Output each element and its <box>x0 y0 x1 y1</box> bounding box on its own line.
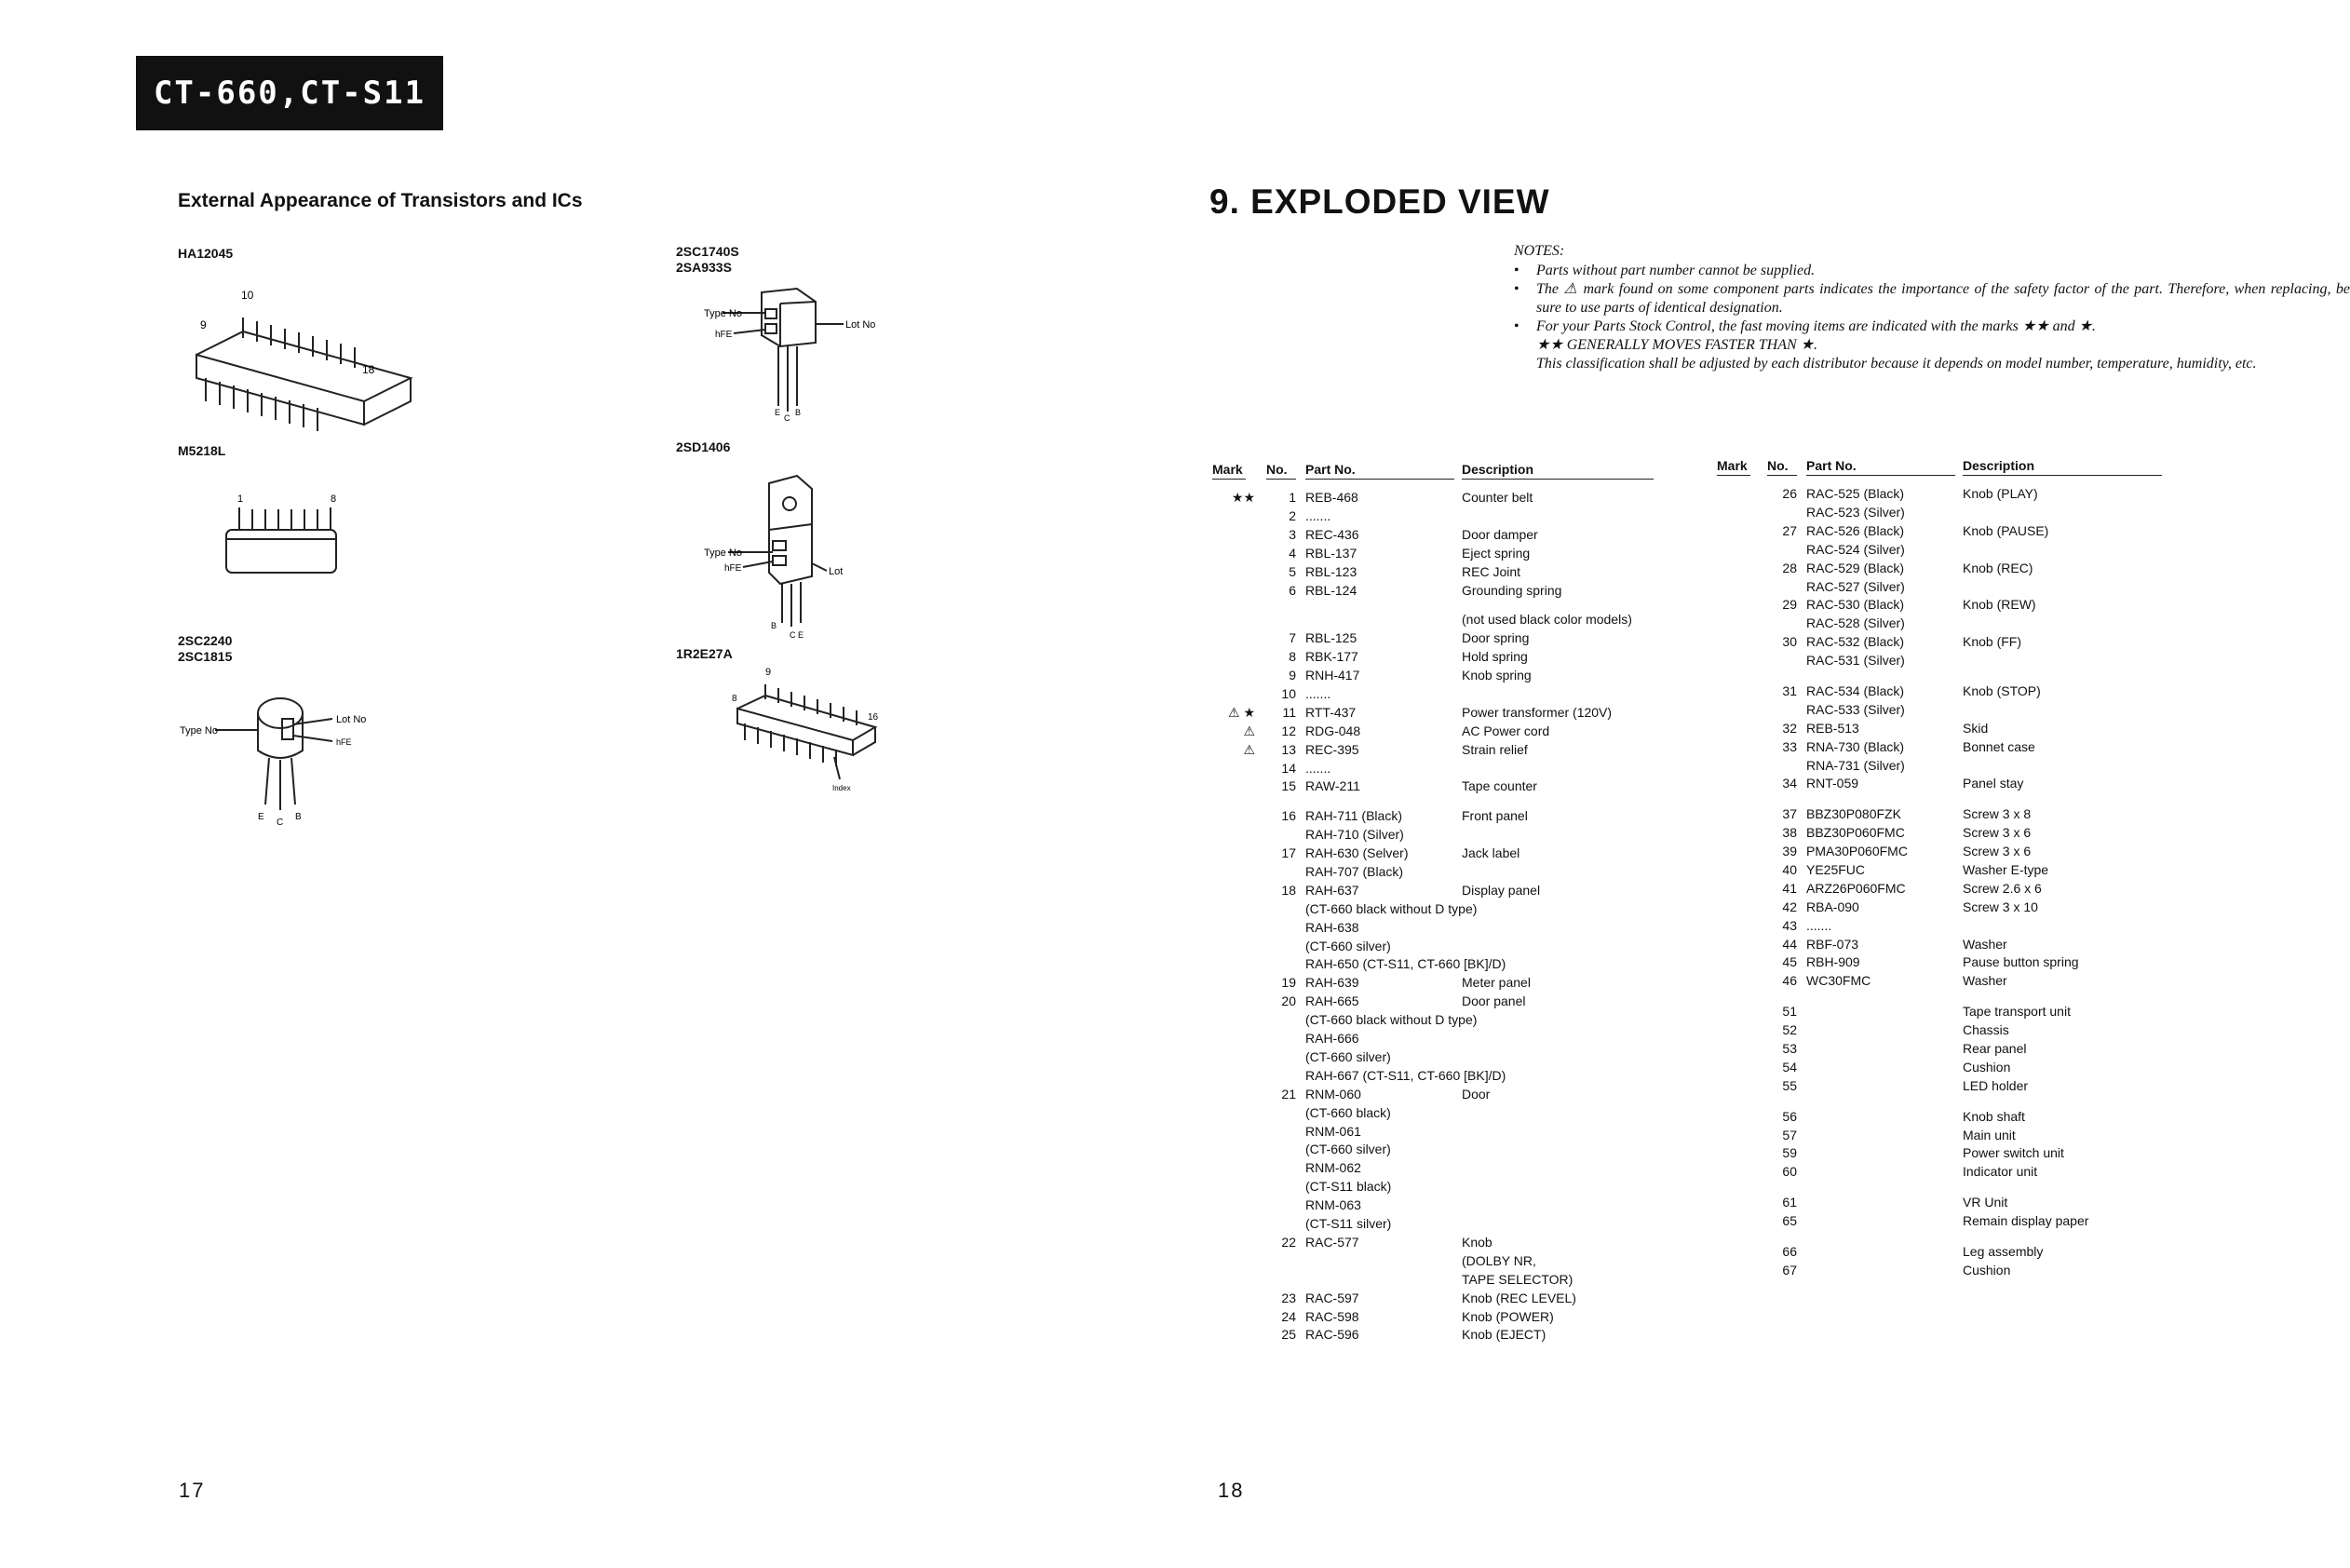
cell-part: (CT-S11 silver) <box>1305 1216 1392 1231</box>
cell-no: 30 <box>1782 634 1797 649</box>
cell-no: 51 <box>1782 1004 1797 1019</box>
left-page <box>0 0 1108 1568</box>
cell-desc: Knob <box>1462 1235 1492 1250</box>
cell-mark: ★★ <box>1231 490 1255 505</box>
cell-desc: Power switch unit <box>1963 1145 2064 1160</box>
cell-no: 46 <box>1782 973 1797 988</box>
table-row <box>1717 577 2201 596</box>
cell-desc: Knob (POWER) <box>1462 1309 1554 1324</box>
cell-part: RAH-711 (Black) <box>1305 808 1402 823</box>
note-extra: This classification shall be adjusted by each distributor because it depends on model number, temperature, humidity, etc. <box>1536 356 2257 372</box>
cell-part: RBL-125 <box>1305 630 1357 645</box>
cell-desc: Main unit <box>1963 1128 2016 1142</box>
cell-desc: Door spring <box>1462 630 1530 645</box>
cell-part: RAC-534 (Black) <box>1806 683 1905 698</box>
table-row <box>1717 484 2201 503</box>
pin-label: C E <box>790 630 804 640</box>
cell-desc: Knob (EJECT) <box>1462 1327 1546 1342</box>
cell-no: 6 <box>1289 583 1296 598</box>
table-row <box>1717 756 2201 775</box>
cell-no: 67 <box>1782 1263 1797 1277</box>
cell-no: 54 <box>1782 1060 1797 1075</box>
callout-label: Lot No <box>336 714 367 725</box>
cell-no: 60 <box>1782 1164 1797 1179</box>
component-label: 2SD1406 <box>676 439 731 454</box>
table-row <box>1717 651 2201 669</box>
cell-part: ARZ26P060FMC <box>1806 881 1906 896</box>
table-row <box>1212 1325 1845 1344</box>
cell-part: RTT-437 <box>1305 705 1357 720</box>
note-extra: ★★ GENERALLY MOVES FASTER THAN ★. <box>1536 337 1817 353</box>
cell-desc: Knob shaft <box>1963 1109 2025 1124</box>
cell-no: 21 <box>1281 1087 1296 1102</box>
cell-part: BBZ30P060FMC <box>1806 825 1905 840</box>
cell-no: 32 <box>1782 721 1797 736</box>
component-2sc1740s-2sa933s <box>676 244 899 425</box>
cell-desc: Washer <box>1963 973 2007 988</box>
cell-part: RAH-666 <box>1305 1031 1359 1046</box>
cell-no: 20 <box>1281 994 1296 1008</box>
cell-desc: Screw 3 x 10 <box>1963 899 2038 914</box>
callout-label: Type No <box>704 308 742 319</box>
cell-part: RBF-073 <box>1806 937 1859 952</box>
cell-no: 59 <box>1782 1145 1797 1160</box>
cell-no: 27 <box>1782 523 1797 538</box>
cell-desc: REC Joint <box>1462 564 1521 579</box>
cell-part: YE25FUC <box>1806 862 1866 877</box>
cell-desc: Washer <box>1963 937 2007 952</box>
table-row <box>1717 1126 2201 1144</box>
component-label: 2SC1740S 2SA933S <box>676 244 739 275</box>
pin-label: 9 <box>765 667 772 678</box>
cell-desc: Grounding spring <box>1462 583 1562 598</box>
component-label: HA12045 <box>178 246 234 261</box>
cell-part: (CT-660 black without D type) <box>1305 901 1478 916</box>
cell-no: 23 <box>1281 1291 1296 1305</box>
cell-part: RBL-124 <box>1305 583 1357 598</box>
cell-part: RNM-060 <box>1305 1087 1361 1102</box>
table-row <box>1717 559 2201 577</box>
pin-label: 8 <box>732 694 737 704</box>
col-header-no: No. <box>1767 458 1797 476</box>
table-row <box>1717 595 2201 614</box>
table-row <box>1717 1242 2201 1261</box>
cell-no: 33 <box>1782 739 1797 754</box>
cell-desc: Door damper <box>1462 527 1538 542</box>
cell-part: RAH-650 (CT-S11, CT-660 [BK]/D) <box>1305 956 1506 971</box>
pin-label: Index <box>832 784 851 792</box>
cell-part: RAH-710 (Silver) <box>1305 827 1404 842</box>
cell-part: RAC-530 (Black) <box>1806 597 1905 612</box>
cell-part: BBZ30P080FZK <box>1806 806 1901 821</box>
notes-heading: NOTES: <box>1514 243 1565 259</box>
cell-desc: Knob (REW) <box>1963 597 2036 612</box>
cell-part: ....... <box>1305 508 1331 523</box>
cell-part: ....... <box>1806 918 1832 933</box>
cell-no: 14 <box>1281 761 1296 776</box>
cell-desc: Knob (REC) <box>1963 561 2033 575</box>
cell-part: (CT-660 black) <box>1305 1105 1391 1120</box>
pin-label: 8 <box>331 493 337 505</box>
cell-no: 8 <box>1289 649 1296 664</box>
table-row <box>1717 953 2201 971</box>
page-number: 18 <box>1218 1479 1245 1502</box>
cell-no: 24 <box>1281 1309 1296 1324</box>
cell-no: 45 <box>1782 954 1797 969</box>
cell-desc: Cushion <box>1963 1060 2011 1075</box>
cell-mark: ⚠ ★ <box>1228 705 1255 720</box>
cell-desc: Bonnet case <box>1963 739 2035 754</box>
component-label: M5218L <box>178 443 226 458</box>
cell-part: (CT-660 black without D type) <box>1305 1012 1478 1027</box>
col-header-desc: Description <box>1963 458 2162 476</box>
cell-desc: Power transformer (120V) <box>1462 705 1613 720</box>
table-row <box>1717 737 2201 756</box>
cell-desc: (DOLBY NR, <box>1462 1253 1536 1268</box>
cell-desc: Front panel <box>1462 808 1528 823</box>
table-row <box>1717 1002 2201 1021</box>
callout-label: Lot No <box>845 319 876 331</box>
table-row <box>1717 1193 2201 1211</box>
pin-label: 9 <box>200 318 207 331</box>
cell-desc: Hold spring <box>1462 649 1528 664</box>
cell-part: REB-468 <box>1305 490 1358 505</box>
cell-mark: ⚠ <box>1243 742 1255 757</box>
cell-no: 10 <box>1281 686 1296 701</box>
pin-label: 10 <box>241 289 254 302</box>
table-row <box>1717 1021 2201 1039</box>
table-row <box>1717 1261 2201 1279</box>
cell-part: RAC-527 (Silver) <box>1806 579 1905 594</box>
table-row <box>1717 898 2201 916</box>
component-m5218l <box>178 443 364 589</box>
cell-part: RNM-062 <box>1305 1160 1361 1175</box>
notes-block <box>1514 242 2350 373</box>
callout-label: Type No <box>180 725 218 737</box>
col-header-mark: Mark <box>1212 462 1246 480</box>
cell-no: 44 <box>1782 937 1797 952</box>
table-row <box>1717 632 2201 651</box>
table-row <box>1717 521 2201 540</box>
table-row <box>1717 719 2201 737</box>
table-row <box>1212 1307 1845 1326</box>
cell-desc: LED holder <box>1963 1078 2029 1093</box>
table-row <box>1717 1039 2201 1058</box>
cell-no: 2 <box>1289 508 1296 523</box>
pin-label: E <box>775 408 781 417</box>
cell-part: RAH-638 <box>1305 920 1359 935</box>
cell-no: 18 <box>1281 883 1296 898</box>
cell-part: RAH-665 <box>1305 994 1359 1008</box>
cell-desc: Screw 2.6 x 6 <box>1963 881 2042 896</box>
cell-no: 56 <box>1782 1109 1797 1124</box>
note-item: • For your Parts Stock Control, the fast moving items are indicated with the marks ★★ and ★. <box>1514 318 2350 336</box>
cell-no: 3 <box>1289 527 1296 542</box>
table-row <box>1717 860 2201 879</box>
cell-no: 7 <box>1289 630 1296 645</box>
cell-part: RAH-707 (Black) <box>1305 864 1404 879</box>
cell-part: RNA-731 (Silver) <box>1806 758 1905 773</box>
col-header-no: No. <box>1266 462 1296 480</box>
cell-no: 9 <box>1289 668 1296 683</box>
cell-desc: Door <box>1462 1087 1491 1102</box>
cell-no: 52 <box>1782 1022 1797 1037</box>
pin-label: B <box>295 812 302 822</box>
pin-label: B <box>771 621 777 630</box>
callout-label: hFE <box>724 563 742 574</box>
cell-desc: Strain relief <box>1462 742 1528 757</box>
cell-desc: TAPE SELECTOR) <box>1462 1272 1573 1287</box>
cell-desc: Washer E-type <box>1963 862 2049 877</box>
table-row <box>1717 842 2201 860</box>
cell-part: RAH-637 <box>1305 883 1359 898</box>
cell-part: REB-513 <box>1806 721 1859 736</box>
cell-no: 39 <box>1782 844 1797 858</box>
cell-part: REC-395 <box>1305 742 1359 757</box>
cell-desc: Tape counter <box>1462 778 1537 793</box>
cell-desc: Remain display paper <box>1963 1213 2089 1228</box>
cell-no: 61 <box>1782 1195 1797 1210</box>
cell-no: 17 <box>1281 845 1296 860</box>
cell-part: ....... <box>1305 686 1331 701</box>
note-item: • Parts without part number cannot be supplied. <box>1514 262 2350 280</box>
cell-part: RAC-529 (Black) <box>1806 561 1905 575</box>
cell-part: RAC-532 (Black) <box>1806 634 1905 649</box>
cell-part: RAC-531 (Silver) <box>1806 653 1905 668</box>
cell-desc: Screw 3 x 6 <box>1963 844 2032 858</box>
cell-part: RAC-533 (Silver) <box>1806 702 1905 717</box>
cell-desc: Rear panel <box>1963 1041 2027 1056</box>
cell-no: 42 <box>1782 899 1797 914</box>
cell-part: RDG-048 <box>1305 723 1361 738</box>
cell-desc: Meter panel <box>1462 975 1531 990</box>
pin-label: 1 <box>237 493 244 505</box>
cell-no: 38 <box>1782 825 1797 840</box>
cell-no: 19 <box>1281 975 1296 990</box>
table-row <box>1717 700 2201 719</box>
table-row <box>1717 1162 2201 1181</box>
pin-label: E <box>258 812 264 822</box>
callout-label: Type No <box>704 547 742 559</box>
cell-part: RNM-063 <box>1305 1197 1361 1212</box>
cell-part: RAH-630 (Selver) <box>1305 845 1409 860</box>
cell-desc: Display panel <box>1462 883 1541 898</box>
cell-no: 22 <box>1281 1235 1296 1250</box>
cell-part: (CT-660 silver) <box>1305 1049 1391 1064</box>
cell-part: (CT-S11 black) <box>1305 1179 1392 1194</box>
cell-no: 5 <box>1289 564 1296 579</box>
component-label: 1R2E27A <box>676 646 733 661</box>
cell-desc: Knob (REC LEVEL) <box>1462 1291 1576 1305</box>
cell-desc: Knob (STOP) <box>1963 683 2041 698</box>
page-title: 9. EXPLODED VIEW <box>1209 182 1550 221</box>
cell-no: 1 <box>1289 490 1296 505</box>
cell-part: RNH-417 <box>1305 668 1360 683</box>
table-row <box>1717 1211 2201 1230</box>
cell-part: RNT-059 <box>1806 776 1859 791</box>
col-header-desc: Description <box>1462 462 1654 480</box>
cell-part: RBL-137 <box>1305 546 1357 561</box>
cell-part: RAC-523 (Silver) <box>1806 505 1905 520</box>
cell-no: 16 <box>1281 808 1296 823</box>
table-row <box>1717 503 2201 521</box>
cell-desc: Chassis <box>1963 1022 2009 1037</box>
cell-desc: Eject spring <box>1462 546 1531 561</box>
cell-desc: Jack label <box>1462 845 1520 860</box>
cell-desc: (not used black color models) <box>1462 612 1632 627</box>
cell-part: RAC-525 (Black) <box>1806 486 1905 501</box>
cell-part: RAC-524 (Silver) <box>1806 542 1905 557</box>
cell-no: 31 <box>1782 683 1797 698</box>
callout-label: hFE <box>336 737 352 747</box>
cell-desc: Leg assembly <box>1963 1244 2044 1259</box>
page-number: 17 <box>179 1479 206 1502</box>
cell-no: 15 <box>1281 778 1296 793</box>
component-2sd1406 <box>676 439 899 642</box>
pin-label: 18 <box>362 363 375 376</box>
table-row <box>1717 614 2201 632</box>
cell-part: RAH-667 (CT-S11, CT-660 [BK]/D) <box>1305 1068 1506 1083</box>
cell-desc: Pause button spring <box>1963 954 2079 969</box>
cell-no: 12 <box>1281 723 1296 738</box>
col-header-part: Part No. <box>1305 462 1454 480</box>
cell-part: RAC-526 (Black) <box>1806 523 1905 538</box>
cell-desc: Knob (PAUSE) <box>1963 523 2049 538</box>
ic-sip-diagram <box>178 459 364 589</box>
cell-desc: VR Unit <box>1963 1195 2008 1210</box>
right-page <box>1108 0 2350 1568</box>
cell-desc: Skid <box>1963 721 1989 736</box>
cell-part: RAH-639 <box>1305 975 1359 990</box>
pin-label: B <box>795 408 802 417</box>
cell-part: REC-436 <box>1305 527 1359 542</box>
cell-no: 41 <box>1782 881 1797 896</box>
component-2sc2240-2sc1815 <box>178 633 401 832</box>
table-row <box>1717 1107 2201 1126</box>
parts-table-right <box>1717 458 2201 1296</box>
callout-label: hFE <box>715 330 733 340</box>
cell-part: RNA-730 (Black) <box>1806 739 1905 754</box>
cell-desc: Indicator unit <box>1963 1164 2038 1179</box>
cell-part: RBL-123 <box>1305 564 1357 579</box>
cell-no: 34 <box>1782 776 1797 791</box>
transistor-to220-diagram <box>676 455 899 642</box>
cell-no: 55 <box>1782 1078 1797 1093</box>
transistor-flat-diagram <box>676 276 899 425</box>
cell-part: RBK-177 <box>1305 649 1358 664</box>
cell-part: RBH-909 <box>1806 954 1860 969</box>
cell-no: 66 <box>1782 1244 1797 1259</box>
cell-part: ....... <box>1305 761 1331 776</box>
col-header-part: Part No. <box>1806 458 1955 476</box>
cell-desc: Knob (PLAY) <box>1963 486 2038 501</box>
ic-dip-diagram <box>178 262 420 457</box>
pin-label: C <box>277 818 284 828</box>
cell-part: RBA-090 <box>1806 899 1859 914</box>
cell-part: RAC-596 <box>1305 1327 1359 1342</box>
component-label: 2SC2240 2SC1815 <box>178 633 233 664</box>
cell-desc: Screw 3 x 8 <box>1963 806 2032 821</box>
cell-part: RNM-061 <box>1305 1124 1361 1139</box>
pin-label: 16 <box>868 712 879 723</box>
cell-desc: Panel stay <box>1963 776 2024 791</box>
cell-desc: AC Power cord <box>1462 723 1550 738</box>
ic-dip-small-diagram <box>676 662 899 802</box>
transistor-to92-diagram <box>178 665 401 832</box>
component-ha12045 <box>178 246 420 457</box>
cell-part: RAC-528 (Silver) <box>1806 615 1905 630</box>
table-row <box>1717 879 2201 898</box>
cell-part: RAW-211 <box>1305 778 1360 793</box>
table-row <box>1717 971 2201 990</box>
cell-desc: Screw 3 x 6 <box>1963 825 2032 840</box>
table-row <box>1717 682 2201 700</box>
cell-no: 37 <box>1782 806 1797 821</box>
cell-no: 57 <box>1782 1128 1797 1142</box>
cell-part: RAC-577 <box>1305 1235 1359 1250</box>
cell-desc: Knob spring <box>1462 668 1532 683</box>
cell-desc: Cushion <box>1963 1263 2011 1277</box>
callout-label: Lot <box>829 566 844 577</box>
section-title: External Appearance of Transistors and ICs <box>178 190 583 211</box>
cell-no: 11 <box>1282 705 1296 720</box>
cell-no: 28 <box>1782 561 1797 575</box>
cell-no: 40 <box>1782 862 1797 877</box>
model-banner: CT-660,CT-S11 <box>136 56 443 130</box>
component-1r2e27a <box>676 646 899 802</box>
table-row <box>1717 774 2201 792</box>
cell-no: 26 <box>1782 486 1797 501</box>
cell-desc: Tape transport unit <box>1963 1004 2071 1019</box>
cell-no: 65 <box>1782 1213 1797 1228</box>
cell-no: 43 <box>1782 918 1797 933</box>
table-row <box>1717 1058 2201 1076</box>
note-item: • The ⚠ mark found on some component parts indicates the importance of the safety factor of the part. Therefore, when replacing, be sure to use parts of identical designation. <box>1514 280 2350 318</box>
col-header-mark: Mark <box>1717 458 1750 476</box>
cell-desc: Counter belt <box>1462 490 1533 505</box>
table-row <box>1717 935 2201 953</box>
table-row <box>1717 1076 2201 1095</box>
table-row <box>1717 804 2201 823</box>
cell-part: RAC-597 <box>1305 1291 1359 1305</box>
cell-part: (CT-660 silver) <box>1305 939 1391 953</box>
cell-desc: Knob (FF) <box>1963 634 2022 649</box>
table-row <box>1717 823 2201 842</box>
cell-no: 25 <box>1281 1327 1296 1342</box>
table-row <box>1717 540 2201 559</box>
cell-no: 4 <box>1289 546 1296 561</box>
cell-part: RAC-598 <box>1305 1309 1359 1324</box>
cell-part: WC30FMC <box>1806 973 1871 988</box>
cell-part: PMA30P060FMC <box>1806 844 1908 858</box>
cell-no: 53 <box>1782 1041 1797 1056</box>
cell-mark: ⚠ <box>1243 723 1255 738</box>
cell-part: (CT-660 silver) <box>1305 1142 1391 1156</box>
cell-no: 29 <box>1782 597 1797 612</box>
table-row <box>1717 1143 2201 1162</box>
cell-desc: Door panel <box>1462 994 1526 1008</box>
table-row <box>1717 916 2201 935</box>
pin-label: C <box>784 413 790 423</box>
cell-no: 13 <box>1281 742 1296 757</box>
